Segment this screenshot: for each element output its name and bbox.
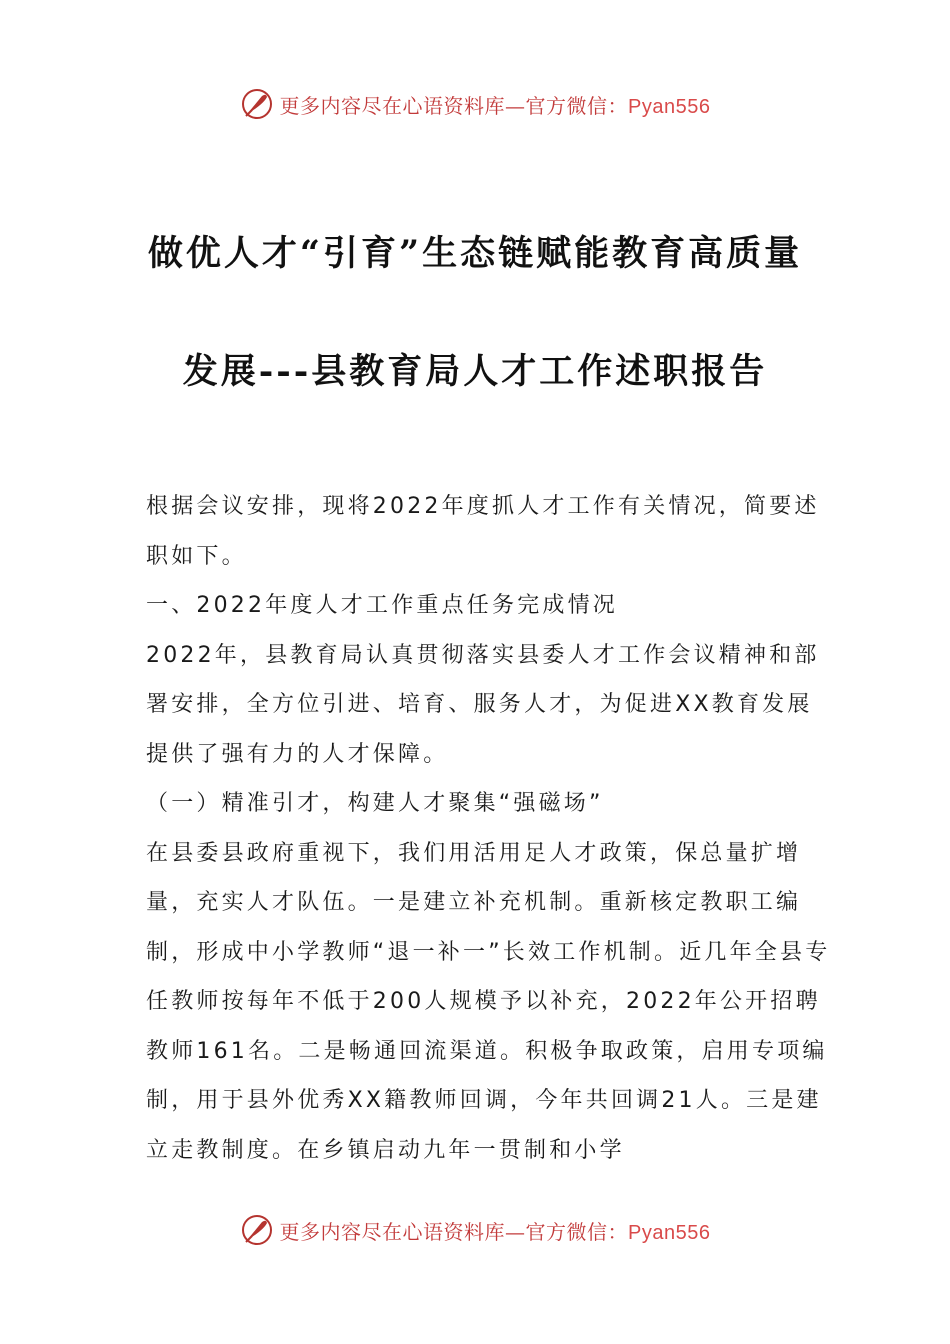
watermark-text: 更多内容尽在心语资料库—官方微信：Pyan556 bbox=[279, 93, 711, 118]
subsection-heading-1: （一）精准引才，构建人才聚集“强磁场” bbox=[146, 791, 604, 816]
watermark-text: 更多内容尽在心语资料库—官方微信：Pyan556 bbox=[279, 1219, 711, 1244]
quill-logo-icon bbox=[240, 1213, 274, 1247]
document-title-line-1: 做优人才“引育”生态链赋能教育高质量 bbox=[147, 233, 803, 274]
document-body bbox=[146, 482, 836, 1175]
footer-watermark-banner bbox=[0, 1210, 950, 1250]
section-heading-1: 一、2022年度人才工作重点任务完成情况 bbox=[146, 593, 618, 618]
paragraph-talent-recruitment: 在县委县政府重视下，我们用活用足人才政策，保总量扩增量，充实人才队伍。一是建立补充机制。重新核定教职工编制，形成中小学教师“退一补一”长效工作机制。近几年全县专任教师按每年不低于200人规模予以补充，2022年公开招聘教师161名。二是畅通回流渠道。积极争取政策，启用专项编制，用于县外优秀XX籍教师回调，今年共回调21人。三是建立走教制度。在乡镇启动九年一贯制和小学 bbox=[146, 840, 831, 1163]
wechat-id: Pyan556 bbox=[628, 1221, 711, 1244]
wechat-id: Pyan556 bbox=[628, 95, 711, 118]
quill-logo-icon bbox=[240, 87, 274, 121]
document-title-line-2: 发展---县教育局人才工作述职报告 bbox=[182, 351, 768, 392]
paragraph-overview: 2022年，县教育局认真贯彻落实县委人才工作会议精神和部署安排，全方位引进、培育、服务人才，为促进XX教育发展提供了强有力的人才保障。 bbox=[146, 642, 820, 767]
header-watermark-banner bbox=[0, 84, 950, 124]
paragraph-intro: 根据会议安排，现将2022年度抓人才工作有关情况，简要述职如下。 bbox=[146, 494, 820, 569]
